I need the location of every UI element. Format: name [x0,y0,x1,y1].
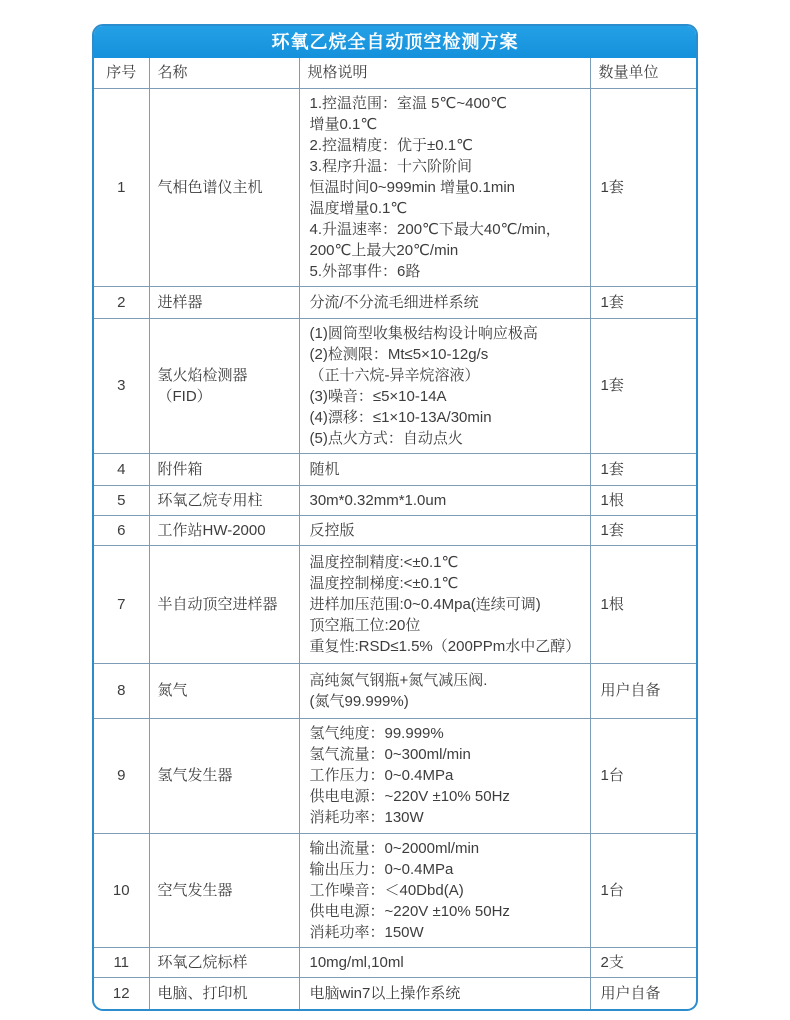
table-row [94,453,698,485]
cell-name: 半自动顶空进样器 [149,545,299,663]
table-row [94,88,698,286]
cell-qty: 2支 [590,947,698,977]
spec-line: 消耗功率：150W [309,923,424,941]
table-row [94,515,698,545]
spec-line: (氮气99.999%) [309,692,409,710]
cell-no: 10 [94,833,149,947]
col-header-spec: 规格说明 [299,58,590,88]
cell-spec [299,545,590,663]
cell-name: 附件箱 [149,453,299,485]
cell-spec [299,833,590,947]
spec-line: 增量0.1℃ [309,115,378,133]
cell-name: 氢气发生器 [149,718,299,833]
table-row [94,318,698,453]
spec-line: 工作噪音：＜40Dbd(A) [309,881,464,899]
cell-name: 工作站HW-2000 [149,515,299,545]
table-body [94,88,698,1009]
cell-name: 气相色谱仪主机 [149,88,299,286]
spec-line: 200℃上最大20℃/min [309,241,459,259]
spec-line: 30m*0.32mm*1.0um [309,491,447,509]
cell-spec [299,718,590,833]
table-row [94,718,698,833]
cell-qty: 1套 [590,286,698,318]
spec-line: 电脑win7以上操作系统 [309,984,461,1002]
cell-qty: 1套 [590,318,698,453]
cell-spec [299,515,590,545]
cell-spec [299,485,590,515]
cell-spec [299,318,590,453]
col-header-name: 名称 [149,58,299,88]
spec-line: 输出流量：0~2000ml/min [309,839,480,857]
spec-line: （正十六烷-异辛烷溶液） [309,366,480,384]
spec-line: (5)点火方式：自动点火 [309,429,463,447]
cell-no: 12 [94,977,149,1009]
spec-line: (1)圆筒型收集极结构设计响应极高 [309,324,538,342]
cell-qty: 1根 [590,485,698,515]
spec-line: 输出压力：0~0.4MPa [309,860,454,878]
cell-name: 环氧乙烷标样 [149,947,299,977]
detection-plan-panel [92,24,698,1011]
spec-line: 分流/不分流毛细进样系统 [309,293,479,311]
spec-line: 5.外部事件：6路 [309,262,421,280]
spec-line: (2)检测限：Mt≤5×10-12g/s [309,345,489,363]
cell-name: 环氧乙烷专用柱 [149,485,299,515]
col-header-qty: 数量单位 [590,58,698,88]
col-header-no: 序号 [94,58,149,88]
cell-no: 2 [94,286,149,318]
spec-line: 氢气纯度：99.999% [309,725,444,742]
spec-line: 工作压力：0~0.4MPa [309,767,454,784]
table-title-bar [94,26,696,58]
cell-no: 6 [94,515,149,545]
spec-line: 供电电源：~220V ±10% 50Hz [309,902,510,920]
cell-name: 氢火焰检测器（FID） [149,318,299,453]
header-row [94,58,698,88]
spec-line: 顶空瓶工位:20位 [309,616,421,634]
spec-line: 进样加压范围:0~0.4Mpa(连续可调) [309,595,541,613]
cell-spec [299,453,590,485]
spec-line: 4.升温速率：200℃下最大40℃/min， [309,220,561,238]
spec-line: 恒温时间0~999min 增量0.1min [309,178,515,196]
spec-line: 3.程序升温：十六阶阶间 [309,157,473,175]
cell-no: 3 [94,318,149,453]
spec-line: 高纯氮气钢瓶+氮气减压阀. [309,671,488,689]
cell-no: 7 [94,545,149,663]
cell-spec [299,663,590,718]
table-row [94,977,698,1009]
cell-qty: 1根 [590,545,698,663]
spec-table [94,58,698,1009]
spec-line: 重复性:RSD≤1.5%（200PPm水中乙醇） [309,637,581,655]
spec-line: 2.控温精度：优于±0.1℃ [309,136,473,154]
spec-line: 反控版 [309,521,355,539]
cell-no: 4 [94,453,149,485]
cell-no: 8 [94,663,149,718]
cell-qty: 1套 [590,515,698,545]
cell-name: 进样器 [149,286,299,318]
cell-name: 空气发生器 [149,833,299,947]
table-row [94,663,698,718]
cell-qty: 用户自备 [590,663,698,718]
cell-no: 1 [94,88,149,286]
cell-name: 氮气 [149,663,299,718]
spec-line: 温度控制梯度:<±0.1℃ [309,574,459,592]
cell-qty: 1套 [590,453,698,485]
cell-no: 11 [94,947,149,977]
spec-line: 1.控温范围：室温 5℃~400℃ [309,94,507,112]
cell-name: 电脑、打印机 [149,977,299,1009]
cell-spec [299,947,590,977]
table-row [94,545,698,663]
cell-spec [299,88,590,286]
spec-line: 消耗功率：130W [309,809,424,826]
spec-line: 随机 [309,460,340,478]
spec-line: 温度增量0.1℃ [309,199,408,217]
cell-qty: 用户自备 [590,977,698,1009]
cell-no: 5 [94,485,149,515]
spec-line: 供电电源：~220V ±10% 50Hz [309,788,510,805]
cell-qty: 1台 [590,833,698,947]
table-row [94,286,698,318]
spec-line: 温度控制精度:<±0.1℃ [309,553,459,571]
cell-qty: 1台 [590,718,698,833]
table-row [94,485,698,515]
page-title: 环氧乙烷全自动顶空检测方案 [271,32,519,52]
cell-spec [299,977,590,1009]
spec-line: (4)漂移：≤1×10-13A/30min [309,408,492,426]
spec-line: (3)噪音：≤5×10-14A [309,387,447,405]
cell-spec [299,286,590,318]
cell-no: 9 [94,718,149,833]
spec-line: 10mg/ml,10ml [309,953,404,971]
cell-qty: 1套 [590,88,698,286]
table-row [94,947,698,977]
table-row [94,833,698,947]
spec-line: 氢气流量：0~300ml/min [309,746,471,763]
